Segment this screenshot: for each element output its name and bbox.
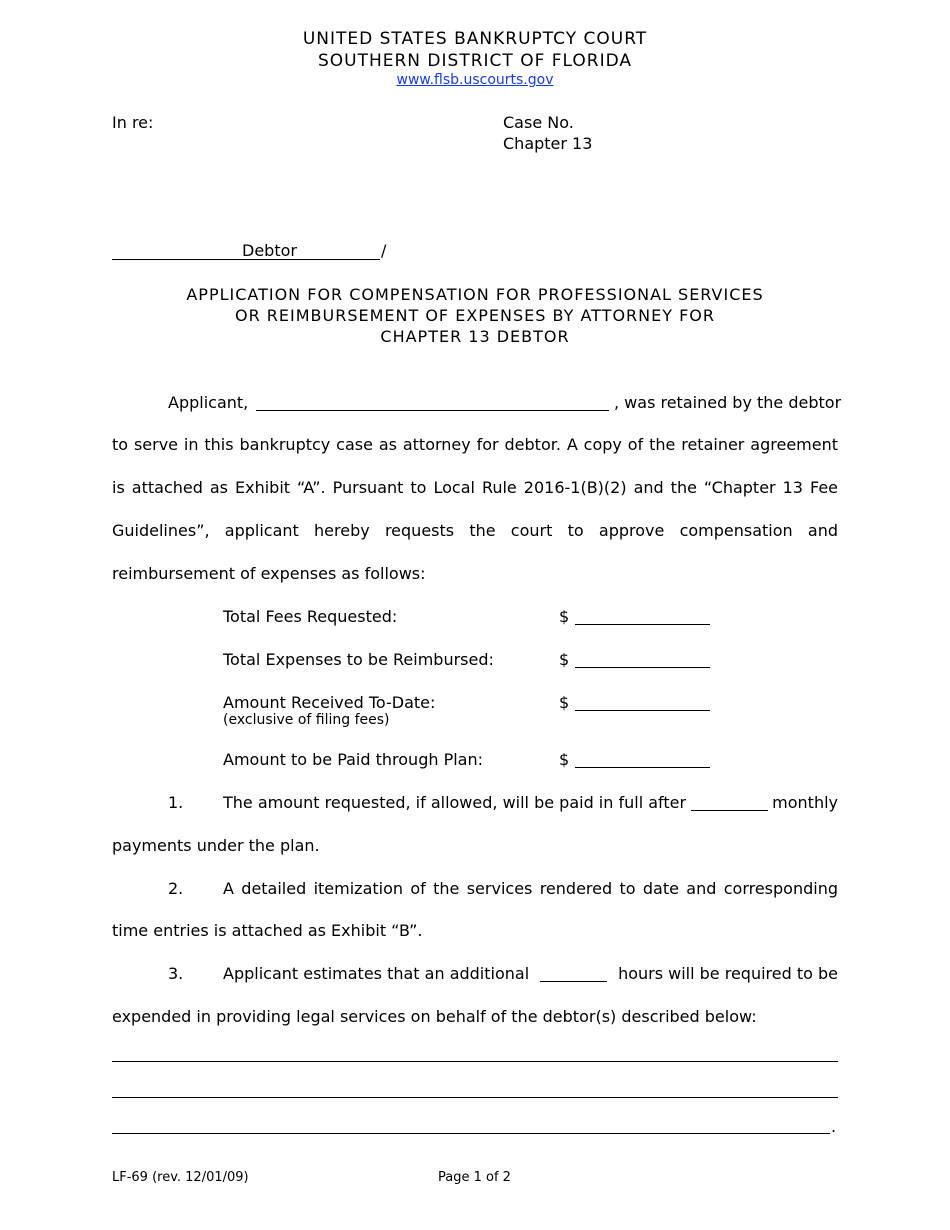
dollar-sign: $ xyxy=(559,750,570,769)
fee-label-amount-received: Amount Received To-Date: xyxy=(223,693,436,712)
fee-label-paid-through-plan: Amount to be Paid through Plan: xyxy=(223,750,483,769)
paragraph-1-number: 1. xyxy=(168,793,184,812)
paragraph-3-end: hours will be required to be xyxy=(618,964,838,983)
paragraph-2-text: A detailed itemization of the services rendered to date and corresponding xyxy=(223,879,838,898)
dollar-sign: $ xyxy=(559,607,570,626)
description-period: . xyxy=(831,1117,837,1136)
applicant-prefix: Applicant, xyxy=(168,393,249,412)
form-identifier: LF-69 (rev. 12/01/09) xyxy=(112,1170,249,1185)
description-line-1[interactable] xyxy=(112,1061,838,1062)
description-line-3[interactable] xyxy=(112,1133,830,1134)
paragraph-1-end: monthly xyxy=(772,793,838,812)
paragraph-3-line2: expended in providing legal services on behalf of the debtor(s) described below: xyxy=(112,1007,757,1026)
fee-label-total-fees: Total Fees Requested: xyxy=(223,607,398,626)
paragraph-1-text: The amount requested, if allowed, will be paid in full after xyxy=(223,793,687,812)
document-title-line2: OR REIMBURSEMENT OF EXPENSES BY ATTORNEY FOR xyxy=(234,306,716,325)
caption-slash: / xyxy=(381,241,387,260)
applicant-suffix: , was retained by the debtor xyxy=(614,393,842,412)
description-line-2[interactable] xyxy=(112,1097,838,1098)
paragraph-3-text: Applicant estimates that an additional xyxy=(223,964,530,983)
body-line-2: to serve in this bankruptcy case as attorney for debtor. A copy of the retainer agreement xyxy=(112,435,838,454)
paragraph-1-line2: payments under the plan. xyxy=(112,836,320,855)
court-name: UNITED STATES BANKRUPTCY COURT xyxy=(302,29,648,49)
total-expenses-field[interactable] xyxy=(575,667,710,668)
dollar-sign: $ xyxy=(559,693,570,712)
paragraph-3-number: 3. xyxy=(168,964,184,983)
applicant-name-line[interactable] xyxy=(256,410,609,411)
document-title-line1: APPLICATION FOR COMPENSATION FOR PROFESSIONAL SERVICES xyxy=(186,285,764,304)
body-line-5: reimbursement of expenses as follows: xyxy=(112,564,426,583)
paid-through-plan-field[interactable] xyxy=(575,767,710,768)
case-no-label: Case No. xyxy=(503,113,574,132)
in-re-label: In re: xyxy=(112,113,154,132)
debtor-label: Debtor xyxy=(242,241,297,260)
document-title-line3: CHAPTER 13 DEBTOR xyxy=(380,327,570,346)
page-number: Page 1 of 2 xyxy=(438,1170,511,1185)
body-line-4: Guidelines”, applicant hereby requests the court to approve compensation and xyxy=(112,521,838,540)
monthly-payments-field[interactable] xyxy=(691,810,768,811)
fee-label-total-expenses: Total Expenses to be Reimbursed: xyxy=(223,650,494,669)
paragraph-2-line2: time entries is attached as Exhibit “B”. xyxy=(112,921,423,940)
additional-hours-field[interactable] xyxy=(540,981,607,982)
body-line-3: is attached as Exhibit “A”. Pursuant to Local Rule 2016-1(B)(2) and the “Chapter 13 Fee xyxy=(112,478,838,497)
chapter-label: Chapter 13 xyxy=(503,134,593,153)
court-website-link[interactable]: www.flsb.uscourts.gov xyxy=(396,72,554,88)
fee-note-filing-fees: (exclusive of filing fees) xyxy=(223,712,390,728)
total-fees-field[interactable] xyxy=(575,624,710,625)
paragraph-2-number: 2. xyxy=(168,879,184,898)
dollar-sign: $ xyxy=(559,650,570,669)
amount-received-field[interactable] xyxy=(575,710,710,711)
district-name: SOUTHERN DISTRICT OF FLORIDA xyxy=(317,51,633,71)
